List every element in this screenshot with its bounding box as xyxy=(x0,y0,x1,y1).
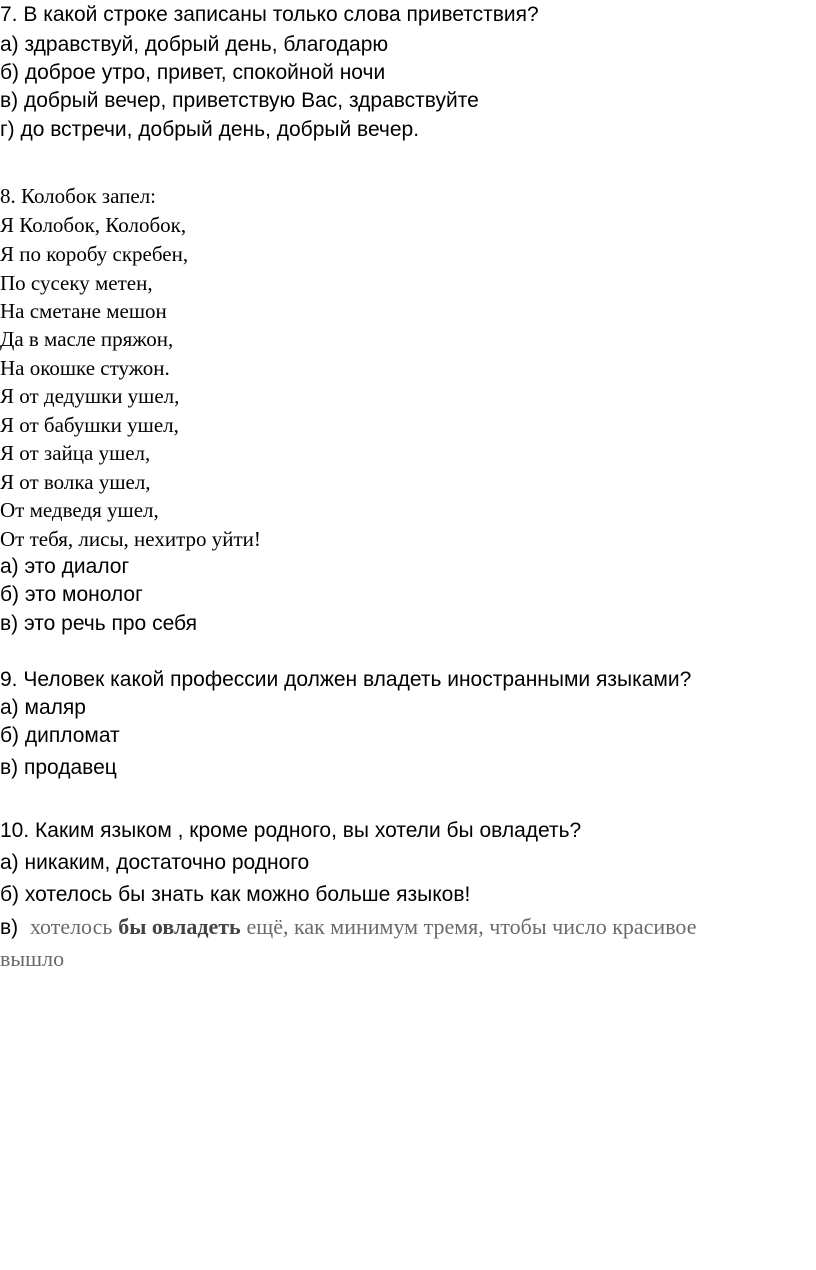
question-9-number: 9. xyxy=(0,668,18,691)
question-8-option-a: а) это диалог xyxy=(0,555,130,578)
question-10-text: Каким языком , кроме родного, вы хотели бы овладеть? xyxy=(35,819,582,842)
poem-line: На окошке стужон. xyxy=(0,356,170,380)
poem-line: Я Колобок, Колобок, xyxy=(0,213,187,237)
option-c-prefix: в) xyxy=(0,916,19,939)
question-7-option-b: б) доброе утро, привет, спокойной ночи xyxy=(0,61,386,84)
question-10-option-a: а) никаким, достаточно родного xyxy=(0,851,310,874)
question-7-option-a: а) здравствуй, добрый день, благодарю xyxy=(0,33,389,56)
poem-line: Я от зайца ушел, xyxy=(0,441,151,465)
option-c-bold-text: бы овладеть xyxy=(118,914,241,939)
question-8-text: Колобок запел: xyxy=(21,184,157,208)
question-8-option-c: в) это речь про себя xyxy=(0,612,197,635)
question-8-title xyxy=(0,183,156,209)
question-7-option-c: в) добрый вечер, приветствую Вас, здравствуйте xyxy=(0,89,479,112)
poem-line: От тебя, лисы, нехитро уйти! xyxy=(0,527,261,551)
question-10-option-c-continuation: вышло xyxy=(0,946,65,971)
question-10-title xyxy=(0,818,581,844)
option-c-text-part1: хотелось xyxy=(29,914,113,939)
poem-line: От медведя ушел, xyxy=(0,498,159,522)
option-c-text-part2: ещё, как минимум тремя, чтобы число красивое xyxy=(246,914,697,939)
poem-line: Да в масле пряжон, xyxy=(0,327,174,351)
poem-line: Я по коробу скребен, xyxy=(0,242,189,266)
poem-line: Я от волка ушел, xyxy=(0,470,151,494)
question-10-option-c xyxy=(0,914,696,941)
question-10-option-b: б) хотелось бы знать как можно больше языков! xyxy=(0,883,471,906)
question-9-option-b: б) дипломат xyxy=(0,724,120,747)
poem-line: Я от дедушки ушел, xyxy=(0,384,180,408)
question-10-number: 10. xyxy=(0,819,30,842)
poem-line: По сусеку метен, xyxy=(0,271,153,295)
poem-line: На сметане мешон xyxy=(0,299,167,323)
question-7-option-d: г) до встречи, добрый день, добрый вечер. xyxy=(0,118,420,141)
question-8-number: 8. xyxy=(0,184,16,208)
question-9-option-c: в) продавец xyxy=(0,756,117,779)
question-9-title xyxy=(0,667,691,693)
question-7-title xyxy=(0,2,539,28)
question-8-option-b: б) это монолог xyxy=(0,583,143,606)
question-9-text: Человек какой профессии должен владеть иностранными языками? xyxy=(23,668,692,691)
question-7-number: 7. xyxy=(0,3,18,26)
question-9-option-a: а) маляр xyxy=(0,696,86,719)
question-7-text: В какой строке записаны только слова приветствия? xyxy=(23,3,539,26)
poem-line: Я от бабушки ушел, xyxy=(0,413,179,437)
